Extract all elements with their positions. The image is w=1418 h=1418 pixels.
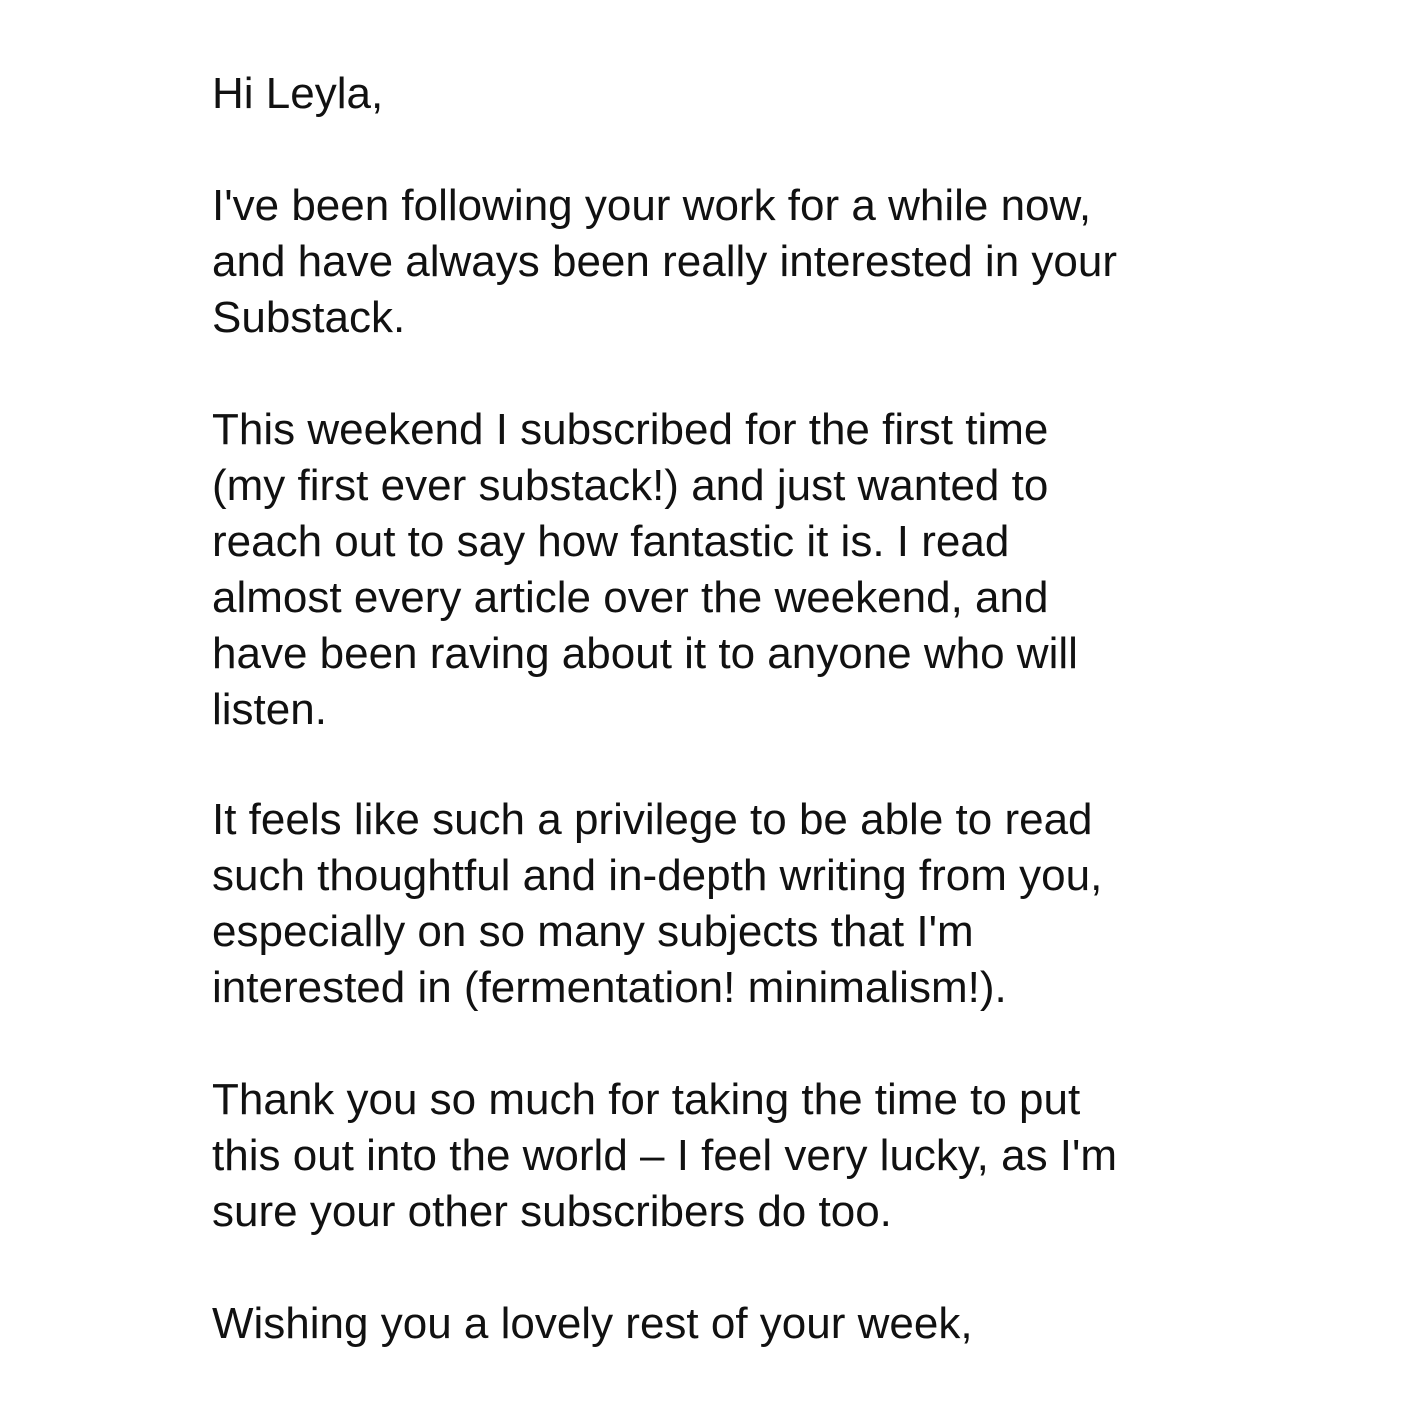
paragraph-line: such thoughtful and in-depth writing from you, xyxy=(212,851,1103,900)
paragraph-line: (my first ever substack!) and just wanted to xyxy=(212,461,1049,510)
paragraph-line: Substack. xyxy=(212,293,406,342)
greeting-line: Hi Leyla, xyxy=(212,69,384,118)
paragraph-line: this out into the world – I feel very lucky, as I'm xyxy=(212,1131,1118,1180)
paragraph-line: and have always been really interested in your xyxy=(212,237,1117,286)
paragraph-line: reach out to say how fantastic it is. I read xyxy=(212,517,1010,566)
paragraph-line: listen. xyxy=(212,685,327,734)
paragraph-line: Thank you so much for taking the time to put xyxy=(212,1075,1081,1124)
paragraph-line: This weekend I subscribed for the first time xyxy=(212,405,1049,454)
paragraph-privilege xyxy=(212,792,1102,1016)
greeting xyxy=(212,66,383,122)
signoff-line: Wishing you a lovely rest of your week, xyxy=(212,1299,973,1348)
paragraph-line: almost every article over the weekend, and xyxy=(212,573,1049,622)
paragraph-thanks xyxy=(212,1072,1117,1240)
paragraph-intro xyxy=(212,178,1117,346)
paragraph-line: have been raving about it to anyone who will xyxy=(212,629,1078,678)
paragraph-subscribe xyxy=(212,402,1078,738)
paragraph-line: interested in (fermentation! minimalism!). xyxy=(212,963,1007,1012)
paragraph-line: It feels like such a privilege to be able to read xyxy=(212,795,1093,844)
signoff xyxy=(212,1296,973,1352)
paragraph-line: I've been following your work for a while now, xyxy=(212,181,1092,230)
paragraph-line: especially on so many subjects that I'm xyxy=(212,907,974,956)
paragraph-line: sure your other subscribers do too. xyxy=(212,1187,892,1236)
